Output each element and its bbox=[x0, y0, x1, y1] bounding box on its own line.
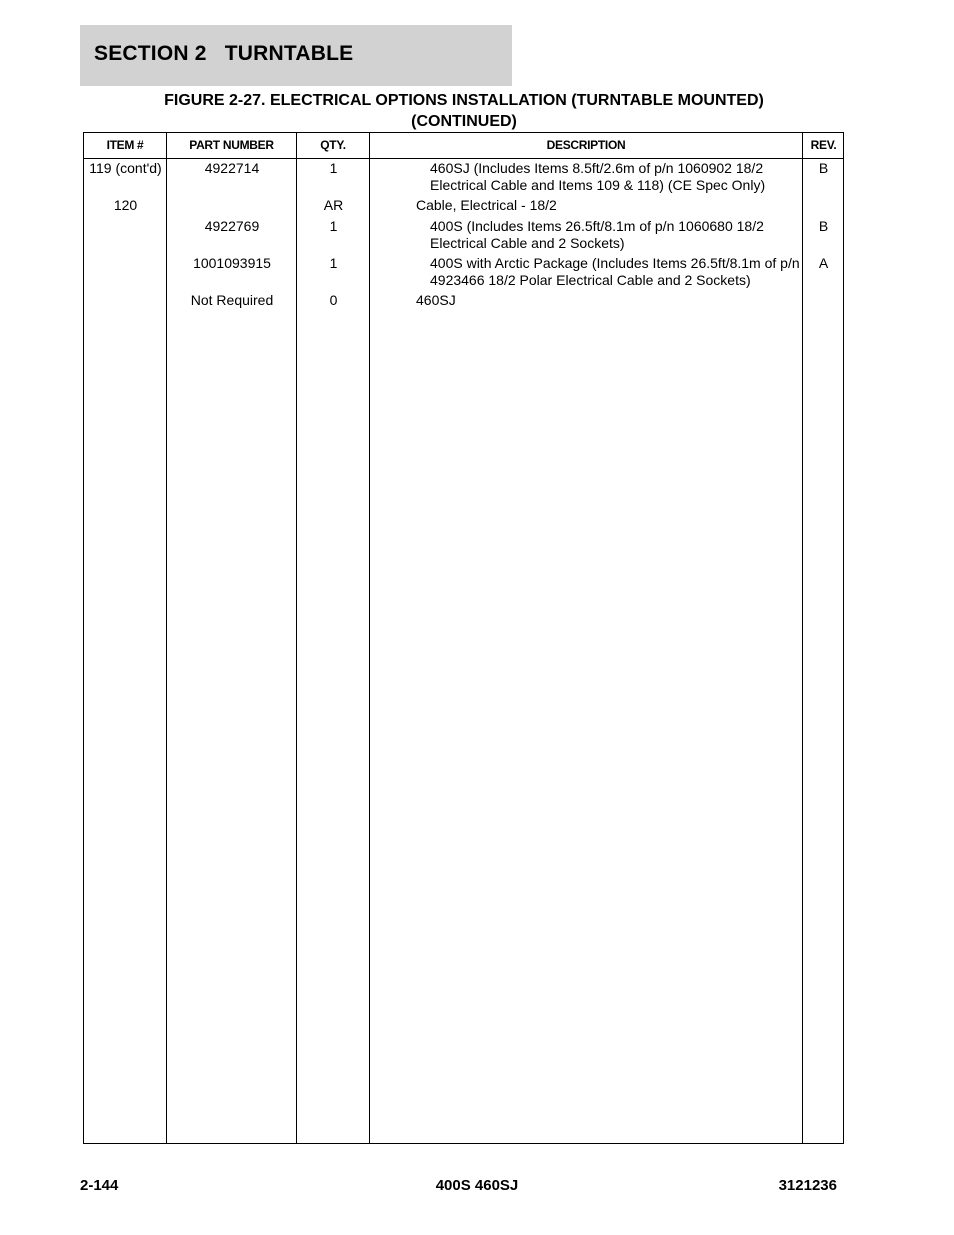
quantity: AR bbox=[323, 197, 344, 213]
column-divider bbox=[296, 133, 297, 1143]
col-header-description: DESCRIPTION bbox=[546, 138, 626, 152]
quantity: 0 bbox=[329, 292, 338, 308]
col-header-item: ITEM # bbox=[106, 138, 144, 152]
item-number: 119 (cont'd) bbox=[89, 160, 162, 176]
figure-title: FIGURE 2-27. ELECTRICAL OPTIONS INSTALLATION (TURNTABLE MOUNTED) bbox=[164, 92, 764, 109]
description-line: 400S (Includes Items 26.5ft/8.1m of p/n 1060680 18/2 bbox=[430, 218, 764, 234]
description-line: 400S with Arctic Package (Includes Items 26.5ft/8.1m of p/n bbox=[430, 255, 800, 271]
description-line: Electrical Cable and Items 109 & 118) (CE Spec Only) bbox=[430, 177, 766, 193]
part-number: Not Required bbox=[190, 292, 274, 308]
parts-table bbox=[83, 132, 844, 1144]
column-divider bbox=[802, 133, 803, 1143]
section-banner bbox=[80, 25, 512, 86]
col-header-part-number: PART NUMBER bbox=[189, 138, 274, 152]
page-number: 2-144 bbox=[80, 1177, 119, 1194]
revision: A bbox=[818, 255, 829, 271]
document-number: 3121236 bbox=[778, 1177, 837, 1194]
revision: B bbox=[818, 160, 829, 176]
section-title: SECTION 2 TURNTABLE bbox=[94, 42, 354, 65]
revision: B bbox=[818, 218, 829, 234]
description-line: 460SJ bbox=[416, 292, 456, 308]
part-number: 1001093915 bbox=[193, 255, 271, 271]
figure-title-continued: (CONTINUED) bbox=[411, 113, 517, 130]
model-name: 400S 460SJ bbox=[435, 1177, 519, 1194]
part-number: 4922769 bbox=[204, 218, 260, 234]
col-header-rev: REV. bbox=[810, 138, 837, 152]
part-number: 4922714 bbox=[204, 160, 260, 176]
col-header-qty: QTY. bbox=[320, 138, 346, 152]
item-number: 120 bbox=[113, 197, 138, 213]
column-divider bbox=[369, 133, 370, 1143]
description-line: Cable, Electrical - 18/2 bbox=[416, 197, 557, 213]
quantity: 1 bbox=[329, 218, 338, 234]
description-line: Electrical Cable and 2 Sockets) bbox=[430, 235, 625, 251]
quantity: 1 bbox=[329, 255, 338, 271]
header-divider bbox=[84, 158, 843, 159]
description-line: 460SJ (Includes Items 8.5ft/2.6m of p/n 1060902 18/2 bbox=[430, 160, 764, 176]
column-divider bbox=[166, 133, 167, 1143]
description-line: 4923466 18/2 Polar Electrical Cable and 2 Sockets) bbox=[430, 272, 751, 288]
quantity: 1 bbox=[329, 160, 338, 176]
